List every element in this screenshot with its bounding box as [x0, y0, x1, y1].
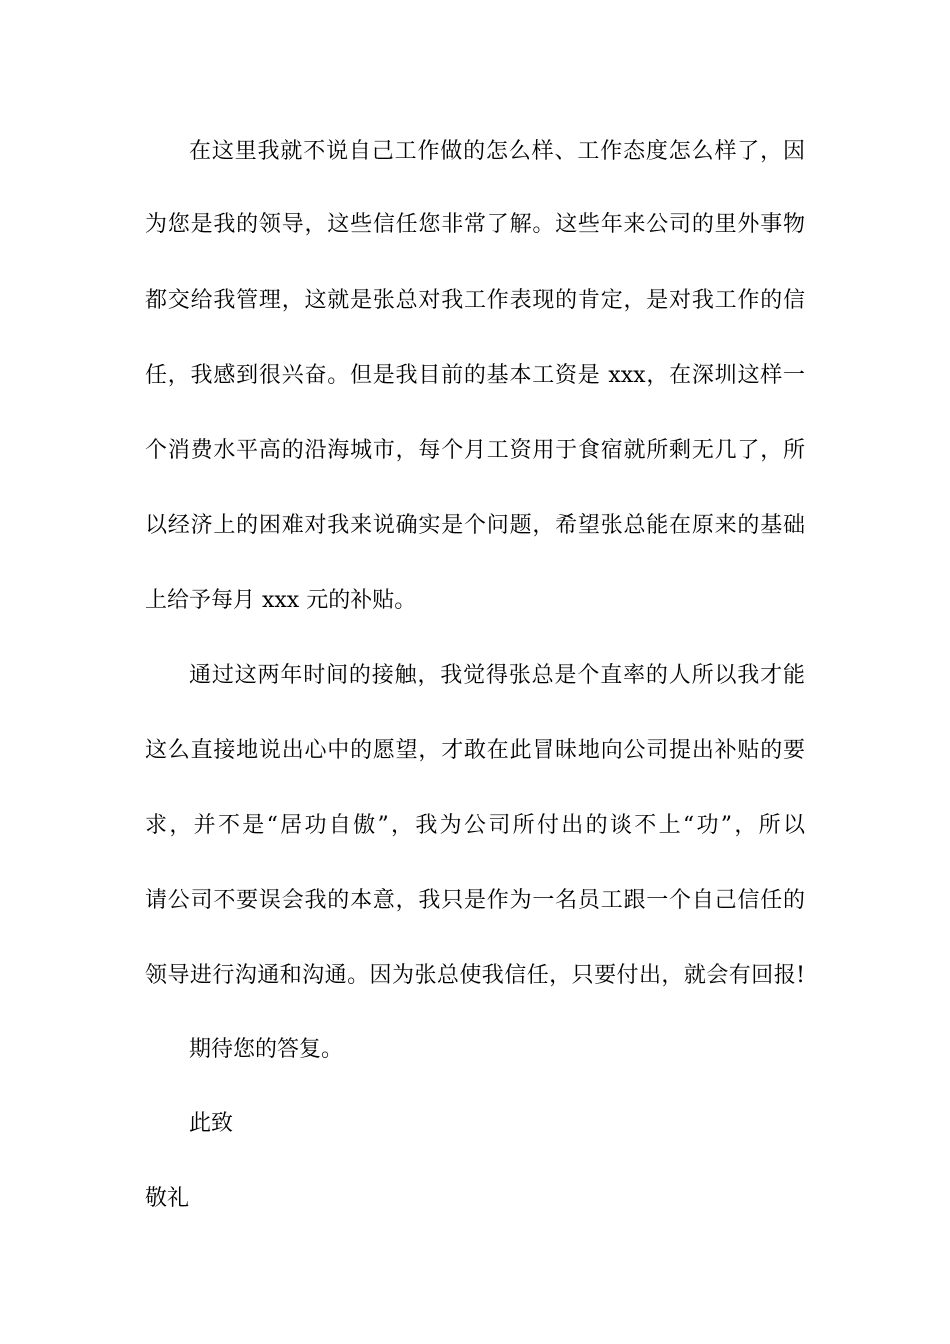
paragraph-1-line-3: 都交给我管理，这就是张总对我工作表现的肯定，是对我工作的信	[145, 288, 805, 313]
paragraph-2-line-5: 领导进行沟通和沟通。因为张总使我信任，只要付出，就会有回报!	[145, 963, 805, 988]
paragraph-1-line-7: 上给予每月 xxx 元的补贴。	[145, 588, 417, 613]
paragraph-1-line-5: 个消费水平高的沿海城市，每个月工资用于食宿就所剩无几了，所	[145, 438, 805, 463]
paragraph-2-line-3: 求，并不是“居功自傲”，我为公司所付出的谈不上“功”，所以	[145, 813, 805, 838]
paragraph-1-line-1: 在这里我就不说自己工作做的怎么样、工作态度怎么样了，因	[189, 139, 805, 164]
closing-greeting-1: 此致	[189, 1111, 234, 1136]
paragraph-1-line-2: 为您是我的领导，这些信任您非常了解。这些年来公司的里外事物	[145, 212, 805, 237]
closing-greeting-2: 敬礼	[145, 1186, 190, 1211]
paragraph-2-line-1: 通过这两年时间的接触，我觉得张总是个直率的人所以我才能	[189, 663, 805, 688]
paragraph-1-line-4: 任，我感到很兴奋。但是我目前的基本工资是 xxx，在深圳这样一	[145, 363, 805, 388]
closing-expectation: 期待您的答复。	[189, 1037, 344, 1062]
paragraph-2-line-4: 请公司不要误会我的本意，我只是作为一名员工跟一个自己信任的	[145, 888, 805, 913]
paragraph-1-line-6: 以经济上的困难对我来说确实是个问题，希望张总能在原来的基础	[145, 513, 805, 538]
paragraph-2-line-2: 这么直接地说出心中的愿望，才敢在此冒昧地向公司提出补贴的要	[145, 738, 805, 763]
